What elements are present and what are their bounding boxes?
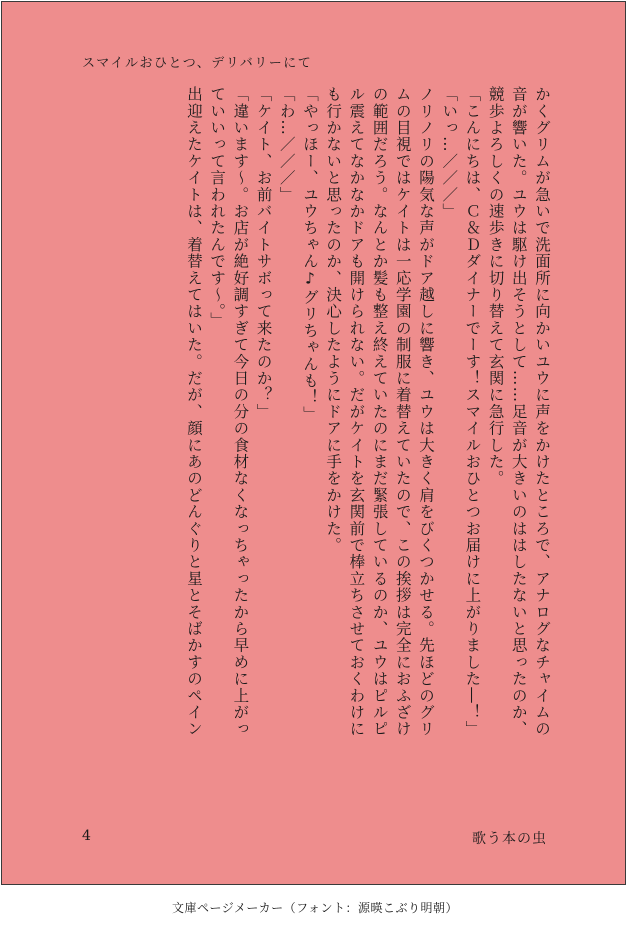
text-line: 出迎えたケイトは、着替えてはいた。だが、顔にあのどんぐりと星とそばかすのペイン (184, 86, 203, 738)
text-line: ていいって言われたんです〜。」 (208, 86, 227, 329)
text-line: ムの目視ではケイトは一応学園の制服に着替えていたので、この挨拶は完全におふざけ (393, 86, 412, 738)
text-line: ノリノリの陽気な声がドア越しに響き、ユウは大きく肩をびくつかせる。先ほどのグリ (416, 86, 435, 738)
vertical-body-text (78, 86, 553, 786)
text-line: 「違います〜。お店が絶好調すぎて今日の分の食材なくなっちゃったから早めに上がっ (231, 86, 250, 738)
text-line: 「やっほー、ユウちゃん♪グリちゃんも！」 (300, 86, 319, 423)
text-line: 「わ…／／／」 (277, 86, 296, 203)
text-line: 「こんにちは、Ｃ＆Ｄダイナーでーす！スマイルおひとつお届けに上がりました―！」 (463, 86, 482, 738)
text-line: ル震えてなかなかドアも開けられない。だがケイトを玄関前で棒立ちさせておくわけに (347, 86, 366, 738)
text-line: の範囲だろう。なんとか髪も整え終えていたのにまだ緊張しているのか、ユウはピルピ (370, 86, 389, 738)
page-number: 4 (82, 828, 91, 844)
running-header: スマイルおひとつ、デリバリーにて (82, 56, 313, 71)
text-line: 「ケイト、お前バイトサボって来たのか？」 (254, 86, 273, 420)
book-page (1, 1, 626, 885)
text-line: 音が響いた。ユウは駆け出そうとして……足音が大きいのははしたないと思ったのか、 (509, 86, 528, 738)
text-line: かくグリムが急いで洗面所に向かいユウに声をかけたところで、アナログなチャイムの (533, 86, 551, 738)
text-line: も行かないと思ったのか、決心したようにドアに手をかけた。 (324, 86, 343, 554)
generator-caption: 文庫ページメーカー（フォント：源暎こぶり明朝） (171, 901, 459, 915)
author-name: 歌う本の虫 (472, 831, 547, 847)
text-line: 「いっ…／／／」 (440, 86, 459, 220)
text-line: 競歩よろしくの速歩きに切り替えて玄関に急行した。 (486, 86, 505, 487)
